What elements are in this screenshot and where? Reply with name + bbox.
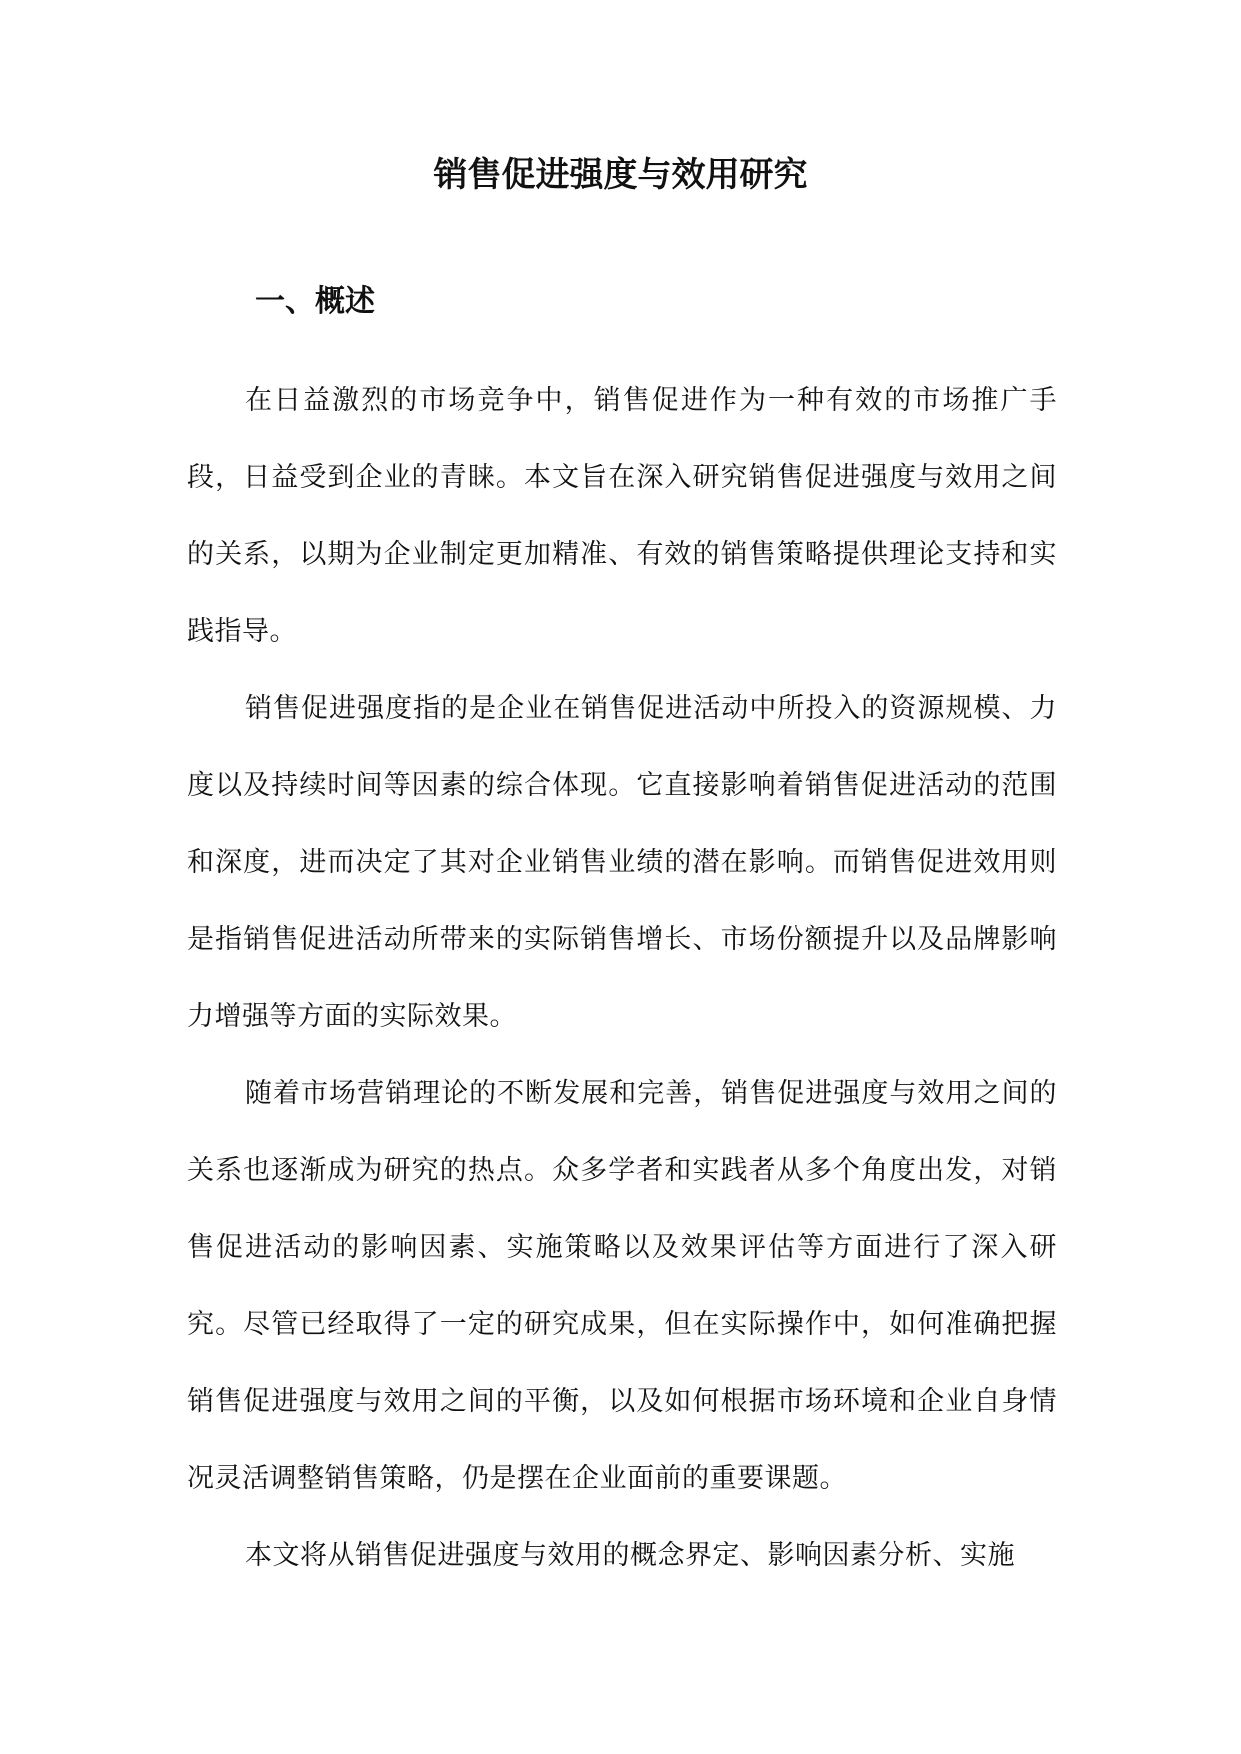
document-title: 销售促进强度与效用研究 — [433, 155, 808, 195]
paragraph: 随着市场营销理论的不断发展和完善，销售促进强度与效用之间的关系也逐渐成为研究的热点。众多学者和实践者从多个角度出发，对销售促进活动的影响因素、实施策略以及效果评估等方面进行了深入研究。尽管已经取得了一定的研究成果，但在实际操作中，如何准确把握销售促进强度与效用之间的平衡，以及如何根据市场环境和企业自身情况灵活调整销售策略，仍是摆在企业面前的重要课题。 — [187, 1078, 1057, 1494]
paragraph: 销售促进强度指的是企业在销售促进活动中所投入的资源规模、力度以及持续时间等因素的综合体现。它直接影响着销售促进活动的范围和深度，进而决定了其对企业销售业绩的潜在影响。而销售促进效用则是指销售促进活动所带来的实际销售增长、市场份额提升以及品牌影响力增强等方面的实际效果。 — [187, 693, 1057, 1032]
paragraph: 本文将从销售促进强度与效用的概念界定、影响因素分析、实施 — [245, 1540, 1015, 1571]
section-heading-overview: 一、概述 — [255, 284, 375, 319]
paragraph: 在日益激烈的市场竞争中，销售促进作为一种有效的市场推广手段，日益受到企业的青睐。本文旨在深入研究销售促进强度与效用之间的关系，以期为企业制定更加精准、有效的销售策略提供理论支持和实践指导。 — [187, 385, 1057, 647]
section-body — [187, 362, 1057, 1594]
